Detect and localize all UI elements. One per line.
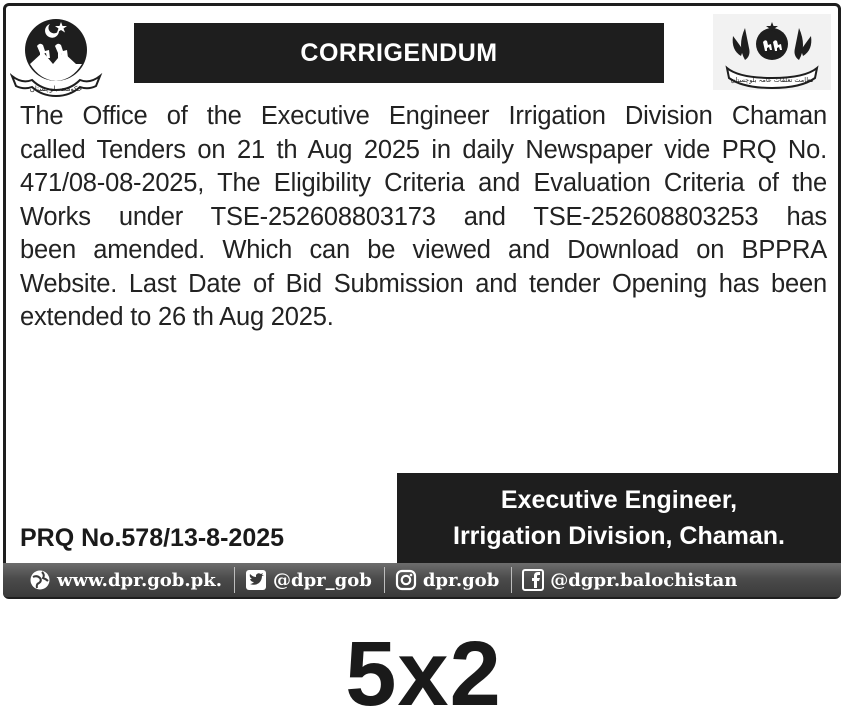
website-text: www.dpr.gob.pk. [57, 569, 222, 591]
twitter-handle: @dpr_gob [272, 569, 372, 591]
prq-number: PRQ No.578/13-8-2025 [20, 524, 285, 552]
twitter-icon [245, 569, 267, 591]
contact-footer [3, 563, 841, 597]
signatory-title: Executive Engineer, [500, 486, 738, 514]
website-link[interactable] [29, 569, 222, 591]
corrigendum-title: CORRIGENDUM [134, 23, 664, 83]
ad-size-label: 5x2 [345, 623, 502, 725]
balochistan-emblem-icon [10, 12, 106, 98]
facebook-handle: @dgpr.balochistan [550, 569, 738, 591]
twitter-link[interactable] [245, 569, 372, 591]
notice-body [20, 100, 827, 335]
footer-divider [384, 567, 385, 593]
instagram-link[interactable] [395, 569, 499, 591]
signatory-office: Irrigation Division, Chaman. [453, 522, 785, 550]
footer-divider [511, 567, 512, 593]
facebook-icon [522, 569, 544, 591]
body-line: extended to 26 th Aug 2025. [20, 303, 334, 331]
signatory-block [397, 473, 841, 563]
body-line: Works under TSE-252608803173 and TSE-252608803253 has [20, 202, 827, 231]
footer-divider [234, 567, 235, 593]
body-line: Website. Last Date of Bid Submission and tender Opening has been [20, 269, 827, 298]
left-emblem-text: حکومت بلوچستان [29, 85, 83, 93]
body-line: been amended. Which can be viewed and Download on BPPRA [20, 236, 827, 264]
right-emblem-text: نظامت تعلقات عامہ بلوچستان [730, 76, 814, 84]
facebook-link[interactable] [522, 569, 737, 591]
globe-icon [29, 569, 51, 591]
instagram-handle: dpr.gob [422, 569, 500, 591]
instagram-icon [395, 569, 417, 591]
body-line: 471/08-08-2025, The Eligibility Criteria and Evaluation Criteria of the [20, 169, 827, 197]
body-line: The Office of the Executive Engineer Irrigation Division Chaman [20, 102, 827, 130]
dgpr-emblem-icon [713, 14, 831, 90]
body-line: called Tenders on 21 th Aug 2025 in daily Newspaper vide PRQ No. [20, 135, 827, 164]
